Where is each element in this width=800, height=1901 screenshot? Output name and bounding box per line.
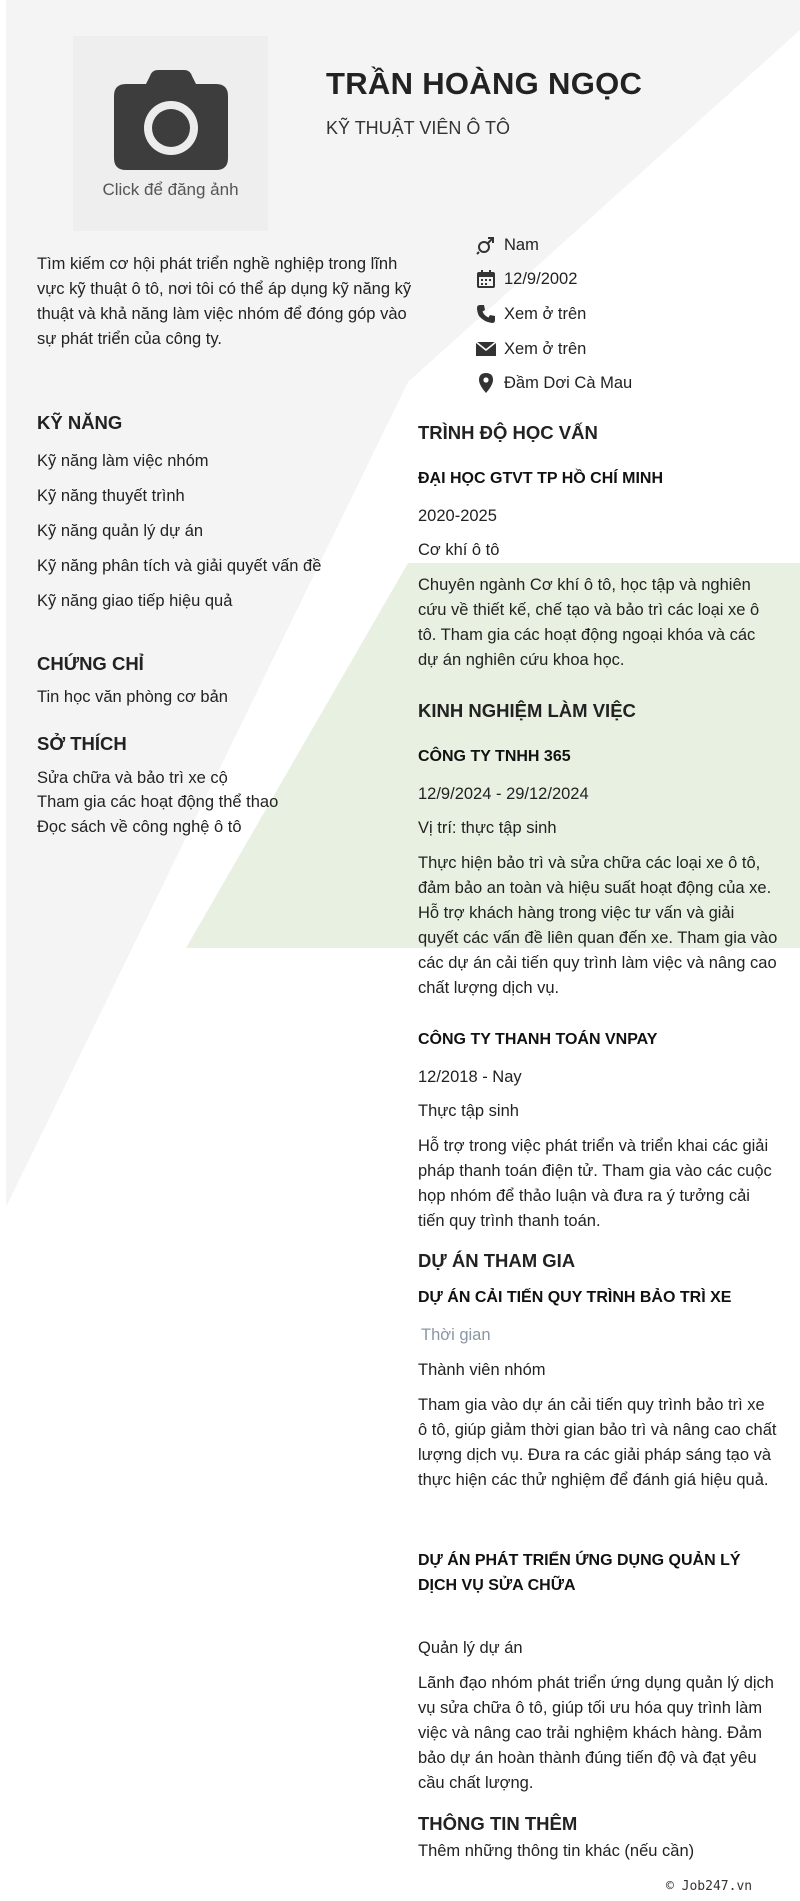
skills-title: KỸ NĂNG [37, 412, 123, 433]
project-time-placeholder[interactable]: Thời gian [421, 1326, 491, 1344]
phone-row [474, 301, 586, 327]
phone-value: Xem ở trên [504, 304, 587, 323]
calendar-icon [474, 267, 498, 291]
projects-title: DỰ ÁN THAM GIA [418, 1250, 576, 1271]
gender-icon [474, 233, 498, 257]
skill-item: Kỹ năng quản lý dự án [37, 522, 204, 540]
birthday-row [474, 266, 577, 292]
project-name: DỰ ÁN CẢI TIẾN QUY TRÌNH BẢO TRÌ XE [418, 1289, 732, 1306]
education-school: ĐẠI HỌC GTVT TP HỒ CHÍ MINH [418, 470, 664, 487]
project-description: Lãnh đạo nhóm phát triển ứng dụng quản lý dịch vụ sửa chữa ô tô, giúp tối ưu hóa quy trình làm việc và nâng cao trải nghiệm khách hàng. Đảm bảo dự án hoàn thành đúng tiến độ và đạt yêu cầu chất lượng. [418, 1674, 774, 1792]
extra-info-text: Thêm những thông tin khác (nếu cần) [418, 1842, 695, 1860]
job-period: 12/9/2024 - 29/12/2024 [418, 785, 589, 803]
project-description: Tham gia vào dự án cải tiến quy trình bảo trì xe ô tô, giúp giảm thời gian bảo trì và nâng cao chất lượng dịch vụ. Đưa ra các giải pháp sáng tạo và thực hiện các thử nghiệm để đánh giá hiệu quả. [418, 1396, 777, 1489]
skill-item: Kỹ năng phân tích và giải quyết vấn đề [37, 557, 322, 575]
email-value: Xem ở trên [504, 339, 587, 358]
extra-info-title: THÔNG TIN THÊM [418, 1813, 578, 1834]
career-objective: Tìm kiếm cơ hội phát triển nghề nghiệp trong lĩnh vực kỹ thuật ô tô, nơi tôi có thể áp dụng kỹ năng kỹ thuật và khả năng làm việc nhóm để đóng góp vào sự phát triển của công ty. [37, 255, 412, 348]
education-description: Chuyên ngành Cơ khí ô tô, học tập và nghiên cứu về thiết kế, chế tạo và bảo trì các loại xe ô tô. Tham gia các hoạt động ngoại khóa và các dự án nghiên cứu khoa học. [418, 576, 760, 669]
location-value: Đầm Dơi Cà Mau [504, 373, 633, 392]
job-company: CÔNG TY TNHH 365 [418, 748, 571, 765]
job-title: KỸ THUẬT VIÊN Ô TÔ [326, 118, 511, 138]
project-role: Quản lý dự án [418, 1639, 523, 1657]
location-icon [474, 371, 498, 395]
photo-caption: Click để đăng ảnh [102, 179, 239, 199]
hobby-item: Tham gia các hoạt động thể thao [37, 793, 279, 811]
job-company: CÔNG TY THANH TOÁN VNPAY [418, 1031, 658, 1048]
hobby-item: Sửa chữa và bảo trì xe cộ [37, 769, 228, 787]
job-role: Thực tập sinh [418, 1102, 519, 1120]
camera-icon [112, 68, 230, 172]
education-period: 2020-2025 [418, 507, 497, 525]
project-name: DỰ ÁN PHÁT TRIỂN ỨNG DỤNG QUẢN LÝ DỊCH VỤ SỬA CHỮA [418, 1552, 741, 1594]
experience-title: KINH NGHIỆM LÀM VIỆC [418, 700, 636, 721]
hobbies-title: SỞ THÍCH [37, 733, 127, 754]
certificates-title: CHỨNG CHỈ [37, 653, 144, 674]
job-description: Hỗ trợ trong việc phát triển và triển khai các giải pháp thanh toán điện tử. Tham gia vào các cuộc họp nhóm để thảo luận và đưa ra ý tưởng cải tiến quy trình thanh toán. [418, 1137, 772, 1230]
job-description: Thực hiện bảo trì và sửa chữa các loại xe ô tô, đảm bảo an toàn và hiệu suất hoạt động của xe. Hỗ trợ khách hàng trong việc tư vấn và giải quyết các vấn đề liên quan đến xe. Tham gia vào các dự án cải tiến quy trình làm việc và nâng cao chất lượng dịch vụ. [418, 854, 778, 997]
job-role: Vị trí: thực tập sinh [418, 819, 557, 837]
education-major: Cơ khí ô tô [418, 541, 500, 559]
skill-item: Kỹ năng giao tiếp hiệu quả [37, 592, 233, 610]
gender-row [474, 232, 539, 258]
copyright-footer: © Job247.vn [666, 1879, 753, 1894]
candidate-name: TRẦN HOÀNG NGỌC [326, 66, 643, 101]
skill-item: Kỹ năng làm việc nhóm [37, 452, 209, 470]
hobby-item: Đọc sách về công nghệ ô tô [37, 818, 242, 836]
photo-upload[interactable] [73, 36, 268, 231]
email-icon [474, 337, 498, 361]
certificate-item: Tin học văn phòng cơ bản [37, 688, 228, 706]
education-title: TRÌNH ĐỘ HỌC VẤN [418, 422, 598, 443]
birthday-value: 12/9/2002 [504, 269, 578, 288]
location-row [474, 370, 632, 396]
email-row [474, 336, 586, 362]
phone-icon [474, 302, 498, 326]
project-role: Thành viên nhóm [418, 1361, 546, 1379]
gender-value: Nam [504, 235, 539, 254]
job-period: 12/2018 - Nay [418, 1068, 522, 1086]
skill-item: Kỹ năng thuyết trình [37, 487, 185, 505]
